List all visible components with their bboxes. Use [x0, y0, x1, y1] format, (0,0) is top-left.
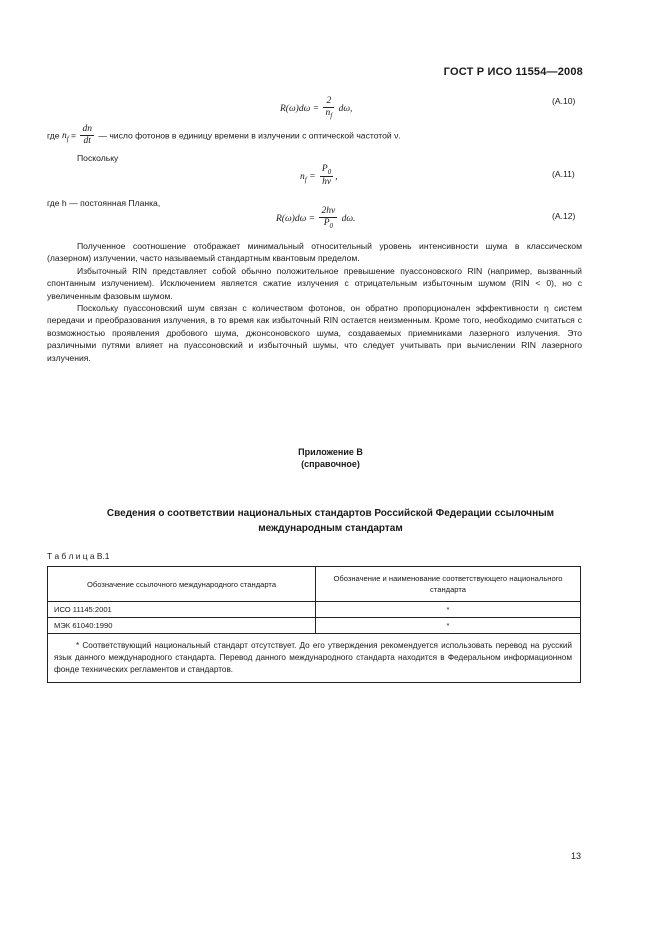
- table-cell-ref: МЭК 61040:1990: [48, 618, 316, 634]
- table-header-international: Обозначение ссылочного международного стандарта: [48, 567, 316, 602]
- eq-a12-label: (A.12): [552, 211, 576, 221]
- equation-a12: [276, 206, 355, 231]
- eq-a10-numerator: 2: [323, 96, 334, 108]
- paragraph-1: Полученное соотношение отображает минимальный относительный уровень интенсивности шума в классическом (лазерном) излучении, часто называемый стандартным квантовым пределом.: [47, 241, 582, 264]
- paragraph-3: Поскольку пуассоновский шум связан с количеством фотонов, он обратно пропорционален эффективности η систем передачи и преобразования излучения, в то время как избыточный RIN остается неизменным. Кроме того, необходимо считаться с возможностью проявления дробового шума, джонсоновского шума, создаваемых приемниками лазерного излучения. Это различными путями влияет на пуассоновский и избыточный шумы, что следует учитывать при вычислении RIN лазерного излучения.: [47, 303, 582, 363]
- eq-a12-den-var: P: [323, 218, 330, 229]
- nf-var-sub: f: [66, 135, 69, 144]
- eq-a11-denominator: hν: [322, 177, 332, 188]
- nf-description: — число фотонов в единицу времени в излучении с оптической частотой ν.: [98, 130, 401, 141]
- eq-a11-tail: ,: [335, 171, 338, 182]
- eq-a11-numerator: [320, 164, 333, 177]
- reference-table: [47, 566, 581, 683]
- nf-denominator: dt: [83, 136, 91, 147]
- eq-a10-den-var: n: [325, 108, 331, 119]
- eq-a12-denominator: [319, 218, 337, 231]
- table-header-row: [48, 567, 581, 602]
- nf-var-letter: n: [61, 131, 67, 142]
- equation-a10: [280, 96, 352, 121]
- table-header-national: Обозначение и наименование соответствующего национального стандарта: [316, 567, 581, 602]
- section-title-line1: Сведения о соответствии национальных стандартов Российской Федерации ссылочным: [106, 508, 555, 519]
- eq-a10-den-sub: f: [330, 112, 333, 121]
- eq-a11-eq: =: [309, 171, 316, 182]
- nf-eq: =: [71, 130, 77, 141]
- where-prefix: где: [47, 130, 60, 141]
- document-header: ГОСТ Р ИСО 11554—2008: [443, 66, 583, 78]
- eq-a12-rhs: dω.: [341, 213, 356, 224]
- page-number: 13: [570, 851, 581, 861]
- appendix-title: Приложение В: [298, 447, 363, 457]
- eq-a11-label: (A.11): [552, 169, 575, 179]
- nf-var: [61, 131, 69, 144]
- eq-a12-lhs: R(ω)dω =: [276, 213, 316, 224]
- eq-a11-lhs-sub: f: [304, 175, 307, 184]
- table-footnote: [48, 634, 581, 683]
- appendix-subtitle: (справочное): [301, 459, 360, 469]
- where-nf-line: [47, 124, 401, 148]
- table-cell-national: *: [316, 602, 581, 618]
- eq-a12-numerator: 2hν: [319, 206, 337, 218]
- nf-numerator: dn: [80, 124, 94, 136]
- eq-a11-lhs-var: n: [300, 171, 305, 182]
- eq-a10-rhs: dω,: [338, 103, 353, 114]
- eq-a10-lhs: R(ω)dω =: [280, 103, 320, 114]
- table-cell-ref: ИСО 11145:2001: [48, 602, 316, 618]
- eq-a11-fraction: [320, 164, 333, 189]
- table-footnote-row: [48, 634, 581, 683]
- reference-table-wrapper: [47, 566, 581, 683]
- table-footnote-text: * Соответствующий национальный стандарт отсутствует. До его утверждения рекомендуется использовать перевод на русский язык данного международного стандарта. Перевод данного международного стандарта находится в Федеральном информационном фонде технических регламентов и стандартов.: [54, 641, 572, 674]
- table-caption: Т а б л и ц а В.1: [47, 551, 110, 561]
- table-row: [48, 618, 581, 634]
- paragraph-2: Избыточный RIN представляет собой обычно положительное превышение пуассоновского RIN (например, вызванный спонтанным излучением). Исключением является сжатие излучения с отрицательным избыточным шумом (RIN < 0), но с увеличенным фазовым шумом.: [47, 266, 582, 301]
- eq-a12-fraction: [319, 206, 337, 231]
- section-title-line2: международным стандартам: [258, 523, 403, 534]
- eq-a10-label: (A.10): [552, 96, 576, 106]
- eq-a11-num-sub: 0: [327, 167, 332, 176]
- eq-a12-den-sub: 0: [329, 222, 333, 231]
- eq-a10-denominator: [323, 108, 334, 121]
- eq-a11-lhs: [300, 172, 307, 182]
- eq-a11-num-var: P: [321, 164, 328, 174]
- eq-a10-fraction: [323, 96, 334, 121]
- table-cell-national: *: [316, 618, 581, 634]
- table-row: [48, 602, 581, 618]
- nf-fraction: [80, 124, 94, 148]
- where-h-line: где h — постоянная Планка,: [47, 198, 161, 208]
- equation-a11: [300, 164, 338, 189]
- since-line: Поскольку: [77, 153, 119, 163]
